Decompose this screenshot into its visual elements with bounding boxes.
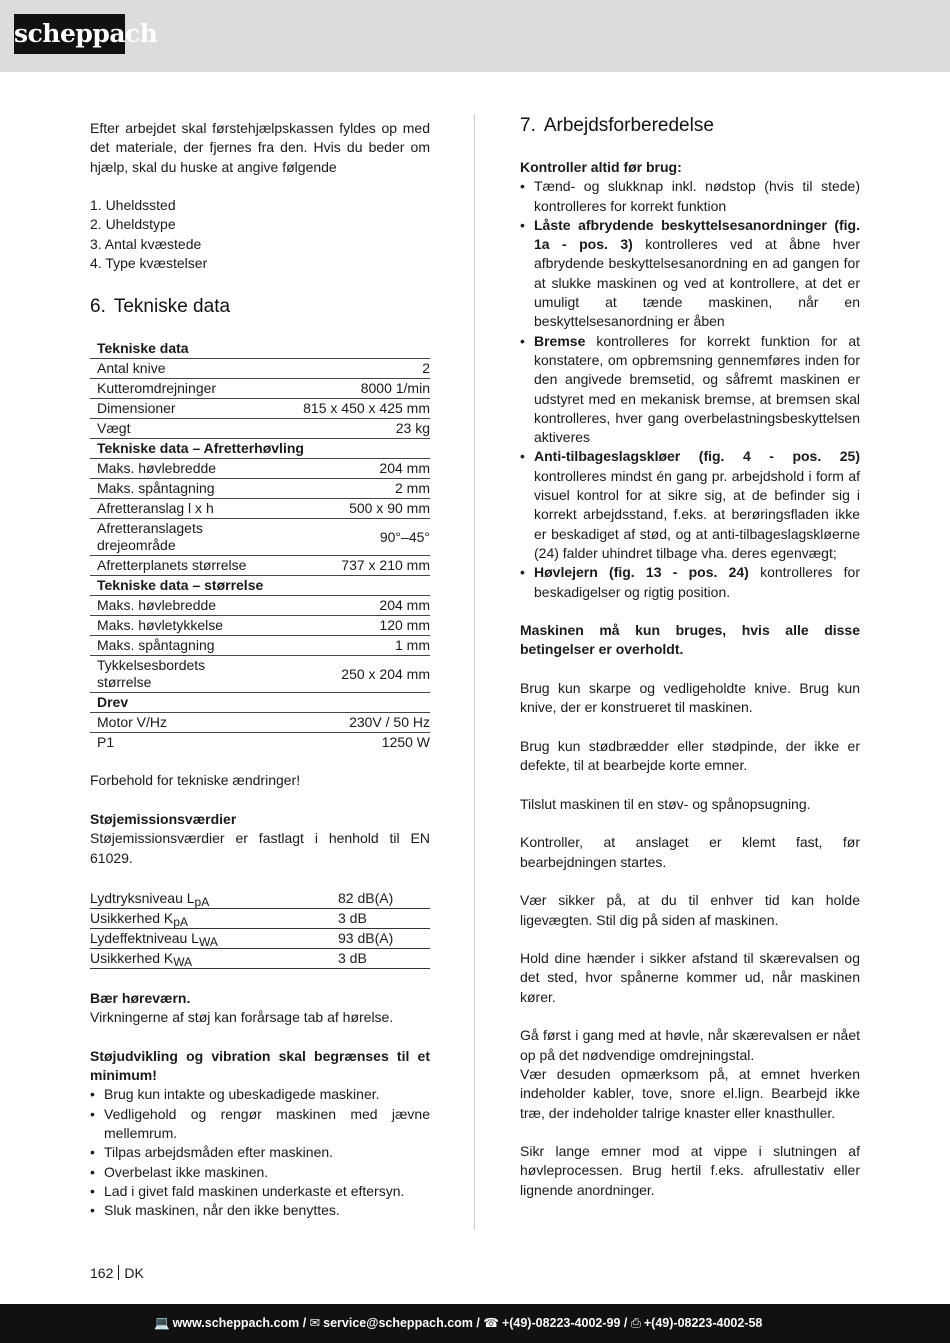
table-row bbox=[90, 419, 430, 439]
list-item: • Vedligehold og rengør maskinen med jævne mellemrum. bbox=[90, 1105, 430, 1144]
noise-row bbox=[90, 948, 430, 968]
reservation-note: Forbehold for tekniske ændringer! bbox=[90, 772, 301, 789]
group-label: Tekniske data – Afretterhøvling bbox=[90, 439, 430, 459]
footer-email[interactable]: service@scheppach.com / bbox=[323, 1316, 480, 1330]
first-aid-intro: Efter arbejdet skal førstehjælpskassen fyldes op med det materiale, der fjernes fra den. Hvis du beder om hjælp, skal du huske at angive følgende bbox=[90, 120, 430, 175]
noise-label: Lydeffektniveau LWA bbox=[90, 928, 338, 948]
paragraph-fence: Kontroller, at anslaget er klemt fast, før bearbejdningen startes. bbox=[520, 834, 860, 870]
row-label: Maks. spåntagning bbox=[90, 479, 250, 499]
paragraph-workpiece: Vær desuden opmærksom på, at emnet hverken indeholder kabler, tove, snore el.lign. Bearbejd ikke træ, der indeholder talrige knaster eller knasthuller. bbox=[520, 1065, 860, 1121]
footer-website[interactable]: www.scheppach.com / bbox=[172, 1316, 307, 1330]
item-title: Høvlejern (fig. 13 - pos. 24) bbox=[534, 564, 749, 581]
check-list-item bbox=[520, 216, 860, 332]
paragraph-knives: Brug kun skarpe og vedligeholdte knive. Brug kun knive, der er konstrueret til maskinen. bbox=[520, 680, 860, 716]
item-text: Tænd- og slukknap inkl. nødstop (hvis til stede) kontrolleres for korrekt funktion bbox=[534, 178, 860, 214]
table-row bbox=[90, 616, 430, 636]
table-group-header bbox=[90, 693, 430, 713]
page-number: 162 DK bbox=[90, 1265, 144, 1281]
item-text: kontrolleres mindst én gang pr. arbejdshold i form af visuel kontrol for at sikre sig, at de befinder sig i korrekt arbejdsstand, f.eks. at berøringsfladen ikke er beskadiget af stød, og at anti-tilbageslagskløerne (24) falder uhindret tilbage vha. deres egenvægt; bbox=[534, 467, 860, 561]
row-value: 2 bbox=[250, 359, 430, 379]
hearing-protection-text: Virkningerne af støj kan forårsage tab af hørelse. bbox=[90, 1009, 394, 1026]
footer-phone: +(49)-08223-4002-99 / bbox=[501, 1316, 628, 1330]
table-group-header bbox=[90, 339, 430, 359]
paragraph-push-sticks: Brug kun stødbrædder eller stødpinde, der ikke er defekte, til at bearbejde korte emner. bbox=[520, 737, 860, 774]
paragraph-speed: Gå først i gang med at høvle, når skærevalsen er nået op på det nødvendige omdrejningstal. bbox=[520, 1027, 860, 1063]
noise-value: 93 dB(A) bbox=[338, 928, 430, 948]
table-row bbox=[90, 399, 430, 419]
table-row bbox=[90, 519, 430, 556]
table-row bbox=[90, 359, 430, 379]
row-value: 1 mm bbox=[250, 636, 430, 656]
numbered-item: 1. Uheldssted bbox=[90, 197, 176, 214]
check-list-item bbox=[520, 447, 860, 563]
fax-icon: ⎙ bbox=[630, 1316, 641, 1330]
phone-icon: ☎ bbox=[483, 1316, 499, 1330]
row-value: 737 x 210 mm bbox=[250, 556, 430, 576]
item-title: Anti-tilbageslagskløer (fig. 4 - pos. 25) bbox=[534, 448, 860, 465]
row-label: Afretteranslag l x h bbox=[90, 499, 250, 519]
table-group-header bbox=[90, 576, 430, 596]
table-row bbox=[90, 479, 430, 499]
row-value: 2 mm bbox=[250, 479, 430, 499]
group-label: Drev bbox=[90, 693, 430, 713]
technical-data-table bbox=[90, 339, 430, 752]
row-value: 1250 W bbox=[381, 734, 430, 751]
row-label: Maks. høvletykkelse bbox=[90, 616, 250, 636]
noise-heading: Støjemissionsværdier bbox=[90, 810, 237, 827]
row-label: Maks. spåntagning bbox=[90, 636, 250, 656]
noise-text: Støjemissionsværdier er fastlagt i henhold til EN 61029. bbox=[90, 830, 430, 866]
vibration-heading: Støjudvikling og vibration skal begrænses til et minimum! bbox=[90, 1047, 430, 1084]
row-value: 500 x 90 mm bbox=[250, 499, 430, 519]
noise-row bbox=[90, 908, 430, 928]
row-label: Tykkelsesbordets størrelse bbox=[90, 656, 250, 693]
item-title: Bremse bbox=[534, 332, 586, 349]
footer-fax: +(49)-08223-4002-58 bbox=[643, 1316, 763, 1330]
paragraph-dust-extraction: Tilslut maskinen til en støv- og spånopsugning. bbox=[520, 795, 811, 812]
table-row bbox=[90, 459, 430, 479]
table-row bbox=[90, 713, 430, 733]
row-label: Afretteranslagets drejeområde bbox=[90, 519, 250, 556]
row-label: Maks. høvlebredde bbox=[90, 459, 250, 479]
check-list bbox=[520, 177, 860, 602]
group-label: Tekniske data bbox=[90, 339, 430, 359]
row-value: 204 mm bbox=[250, 596, 430, 616]
row-value: 250 x 204 mm bbox=[250, 656, 430, 693]
row-label: P1 bbox=[97, 734, 115, 751]
list-item: • Tilpas arbejdsmåden efter maskinen. bbox=[90, 1143, 430, 1162]
section-7-heading: 7. Arbejdsforberedelse bbox=[520, 115, 714, 136]
row-value: 90°–45° bbox=[250, 519, 430, 556]
check-list-item bbox=[520, 332, 860, 448]
computer-icon: 💻 bbox=[154, 1316, 170, 1330]
mail-icon: ✉ bbox=[309, 1316, 321, 1330]
scheppach-logo: scheppach bbox=[14, 14, 125, 54]
table-row bbox=[90, 636, 430, 656]
numbered-list bbox=[90, 196, 430, 273]
numbered-item: 3. Antal kvæstede bbox=[90, 235, 202, 252]
row-label: Afretterplanets størrelse bbox=[90, 556, 250, 576]
row-value: 815 x 450 x 425 mm bbox=[250, 399, 430, 419]
conditions-note: Maskinen må kun bruges, hvis alle disse betingelser er overholdt. bbox=[520, 622, 860, 658]
vibration-list bbox=[90, 1085, 430, 1220]
noise-value: 3 dB bbox=[338, 908, 430, 928]
row-value: 23 kg bbox=[250, 419, 430, 439]
noise-row bbox=[90, 889, 430, 909]
row-label: Motor V/Hz bbox=[90, 713, 250, 733]
row-label: Dimensioner bbox=[90, 399, 250, 419]
noise-label: Lydtryksniveau LpA bbox=[90, 889, 338, 909]
row-label: Antal knive bbox=[90, 359, 250, 379]
page-header bbox=[0, 0, 950, 72]
section-6-heading: 6. Tekniske data bbox=[90, 296, 231, 318]
row-label: Kutteromdrejninger bbox=[90, 379, 250, 399]
numbered-item: 2. Uheldstype bbox=[90, 216, 176, 233]
row-value: 120 mm bbox=[250, 616, 430, 636]
row-value: 230V / 50 Hz bbox=[250, 713, 430, 733]
table-row bbox=[90, 379, 430, 399]
check-list-item bbox=[520, 177, 860, 216]
noise-value: 82 dB(A) bbox=[338, 889, 430, 909]
group-label: Tekniske data – størrelse bbox=[90, 576, 430, 596]
check-heading: Kontroller altid før brug: bbox=[520, 159, 682, 175]
item-text: kontrolleres ved at åbne hver afbrydende beskyttelsesanordning en ad gangen for at slukke maskinen og ved at kontrollere, at det er umuligt at tænde maskinen, når en beskyttelsesanordning er åben bbox=[534, 236, 860, 330]
left-column bbox=[90, 119, 430, 1220]
table-row bbox=[90, 596, 430, 616]
table-row bbox=[90, 556, 430, 576]
list-item: • Sluk maskinen, når den ikke benyttes. bbox=[90, 1201, 430, 1220]
item-text: kontrolleres for korrekt funktion for at konstatere, om opbremsning gennemføres inden for den angivede bremsetid, og såfremt maskinen er udstyret med en mekanisk bremse, at bremsen skal kontrolleres, hver gang overbelastningsbeskyttelsen aktiveres bbox=[534, 332, 860, 446]
noise-label: Usikkerhed KWA bbox=[90, 948, 338, 968]
noise-row bbox=[90, 928, 430, 948]
noise-values-table bbox=[90, 889, 430, 969]
item-title: Låste afbrydende beskyttelsesanordninger (fig. 1a - pos. 3) bbox=[534, 216, 860, 253]
page-footer bbox=[0, 1304, 950, 1343]
table-row bbox=[90, 499, 430, 519]
check-list-item bbox=[520, 563, 860, 602]
list-item: • Lad i givet fald maskinen underkaste et eftersyn. bbox=[90, 1182, 430, 1201]
noise-value: 3 dB bbox=[338, 948, 430, 968]
list-item: • Brug kun intakte og ubeskadigede maskiner. bbox=[90, 1085, 430, 1104]
table-row bbox=[90, 656, 430, 693]
table-row bbox=[90, 733, 430, 753]
list-item: • Overbelast ikke maskinen. bbox=[90, 1163, 430, 1182]
item-text: kontrolleres for beskadigelser og rigtig position. bbox=[534, 564, 861, 600]
hearing-protection-heading: Bær høreværn. bbox=[90, 989, 191, 1006]
row-label: Vægt bbox=[90, 419, 250, 439]
row-value: 8000 1/min bbox=[250, 379, 430, 399]
paragraph-balance: Vær sikker på, at du til enhver tid kan holde ligevægten. Stil dig på siden af maskinen. bbox=[520, 892, 860, 928]
numbered-item: 4. Type kvæstelser bbox=[90, 255, 208, 272]
row-label: Maks. høvlebredde bbox=[90, 596, 250, 616]
column-divider bbox=[474, 114, 475, 1230]
right-column bbox=[520, 114, 860, 1200]
row-value: 204 mm bbox=[250, 459, 430, 479]
table-group-header bbox=[90, 439, 430, 459]
paragraph-hands: Hold dine hænder i sikker afstand til skærevalsen og det sted, hvor spånerne kommer ud, når maskinen kører. bbox=[520, 950, 860, 1005]
paragraph-long-workpieces: Sikr lange emner mod at vippe i slutningen af høvleprocessen. Brug hertil f.eks. afrullestativ eller lignende anordninger. bbox=[520, 1143, 860, 1198]
noise-label: Usikkerhed KpA bbox=[90, 908, 338, 928]
